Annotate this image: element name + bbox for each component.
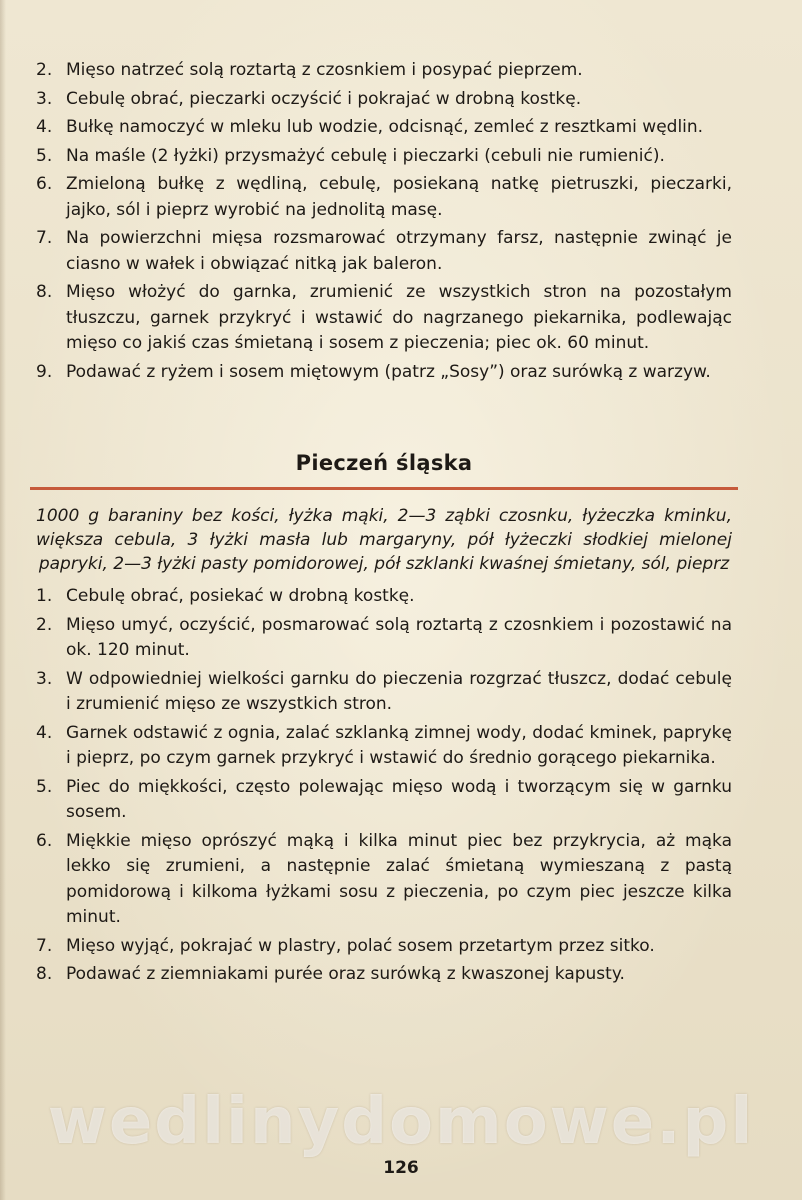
step-number: 3. <box>36 668 53 689</box>
previous-recipe-steps <box>36 58 732 385</box>
step-text: W odpowiedniej wielkości garnku do pieczenia rozgrzać tłuszcz, dodać cebulę i zrumienić mięso ze wszystkich stron. <box>66 668 732 714</box>
step-number: 2. <box>36 60 53 80</box>
step-number: 8. <box>36 964 53 984</box>
step-text: Na powierzchni mięsa rozsmarować otrzymany farsz, następnie zwinąć je ciasno w wałek i obwiązać nitką jak baleron. <box>66 228 732 274</box>
step-number: 6. <box>36 174 53 194</box>
step-number: 4. <box>36 117 53 137</box>
list-item <box>36 829 732 931</box>
step-text: Bułkę namoczyć w mleku lub wodzie, odcisnąć, zemleć z resztkami wędlin. <box>66 117 704 137</box>
step-number: 9. <box>36 361 53 382</box>
step-text: Cebulę obrać, pieczarki oczyścić i pokrajać w drobną kostkę. <box>66 88 582 109</box>
step-number: 7. <box>36 228 53 248</box>
list-item <box>36 962 732 988</box>
list-item <box>36 775 732 826</box>
step-text: Podawać z ryżem i sosem miętowym (patrz „Sosy”) oraz surówką z warzyw. <box>66 361 711 382</box>
step-text: Piec do miękkości, często polewając mięso wodą i tworzącym się w garnku sosem. <box>66 776 732 822</box>
step-text: Zmieloną bułkę z wędliną, cebulę, posiekaną natkę pietruszki, pieczarki, jajko, sól i pieprz wyrobić na jednolitą masę. <box>66 174 732 220</box>
list-item <box>36 87 732 113</box>
step-text: Mięso natrzeć solą roztartą z czosnkiem i posypać pieprzem. <box>66 60 583 80</box>
step-text: Mięso wyjąć, pokrajać w plastry, polać sosem przetartym przez sitko. <box>66 935 655 956</box>
title-divider <box>30 487 738 490</box>
step-number: 6. <box>36 830 53 851</box>
list-item <box>36 144 732 170</box>
list-item <box>36 360 732 386</box>
list-item <box>36 721 732 772</box>
recipe-title: Pieczeń śląska <box>295 451 473 475</box>
step-text: Garnek odstawić z ognia, zalać szklanką zimnej wody, dodać kminek, paprykę i pieprz, po czym garnek przykryć i wstawić do średnio gorącego piekarnika. <box>66 722 732 768</box>
list-item <box>36 934 732 960</box>
watermark: wedlinydomowe.pl <box>47 1085 755 1159</box>
ingredients-list: 1000 g baraniny bez kości, łyżka mąki, 2—3 ząbki czosnku, łyżeczka kminku, większa cebula, 3 łyżki masła lub margaryny, pół łyżeczki słodkiej mielonej papryki, 2—3 łyżki pasty pomidorowej, pół szklanki kwaśnej śmietany, sól, pieprz <box>36 506 732 574</box>
list-item <box>36 280 732 357</box>
step-text: Miękkie mięso oprószyć mąką i kilka minut piec bez przykrycia, aż mąka lekko się zrumieni, a następnie zalać śmietaną wymieszaną z pastą pomidorową i kilkoma łyżkami sosu z pieczenia, po czym piec jeszcze kilka minut. <box>66 830 732 927</box>
list-item <box>36 613 732 664</box>
recipe-steps <box>36 584 732 988</box>
list-item <box>36 584 732 610</box>
page-number: 126 <box>383 1158 419 1178</box>
step-text: Mięso umyć, oczyścić, posmarować solą roztartą z czosnkiem i pozostawić na ok. 120 minut. <box>66 614 732 660</box>
page-content <box>36 58 732 991</box>
list-item <box>36 58 732 84</box>
step-number: 3. <box>36 88 53 109</box>
step-number: 8. <box>36 282 53 302</box>
list-item <box>36 172 732 223</box>
step-number: 7. <box>36 935 53 956</box>
list-item <box>36 115 732 141</box>
step-text: Mięso włożyć do garnka, zrumienić ze wszystkich stron na pozostałym tłuszczu, garnek przykryć i wstawić do nagrzanego piekarnika, podlewając mięso co jakiś czas śmietaną i sosem z pieczenia; piec ok. 60 minut. <box>66 282 732 353</box>
list-item <box>36 667 732 718</box>
step-number: 2. <box>36 614 53 635</box>
list-item <box>36 226 732 277</box>
step-number: 5. <box>36 145 53 166</box>
step-number: 4. <box>36 722 53 743</box>
step-text: Na maśle (2 łyżki) przysmażyć cebulę i pieczarki (cebuli nie rumienić). <box>66 145 665 166</box>
step-number: 1. <box>36 586 53 606</box>
step-number: 5. <box>36 776 53 797</box>
step-text: Cebulę obrać, posiekać w drobną kostkę. <box>66 586 415 606</box>
step-text: Podawać z ziemniakami purée oraz surówką z kwaszonej kapusty. <box>66 964 625 984</box>
